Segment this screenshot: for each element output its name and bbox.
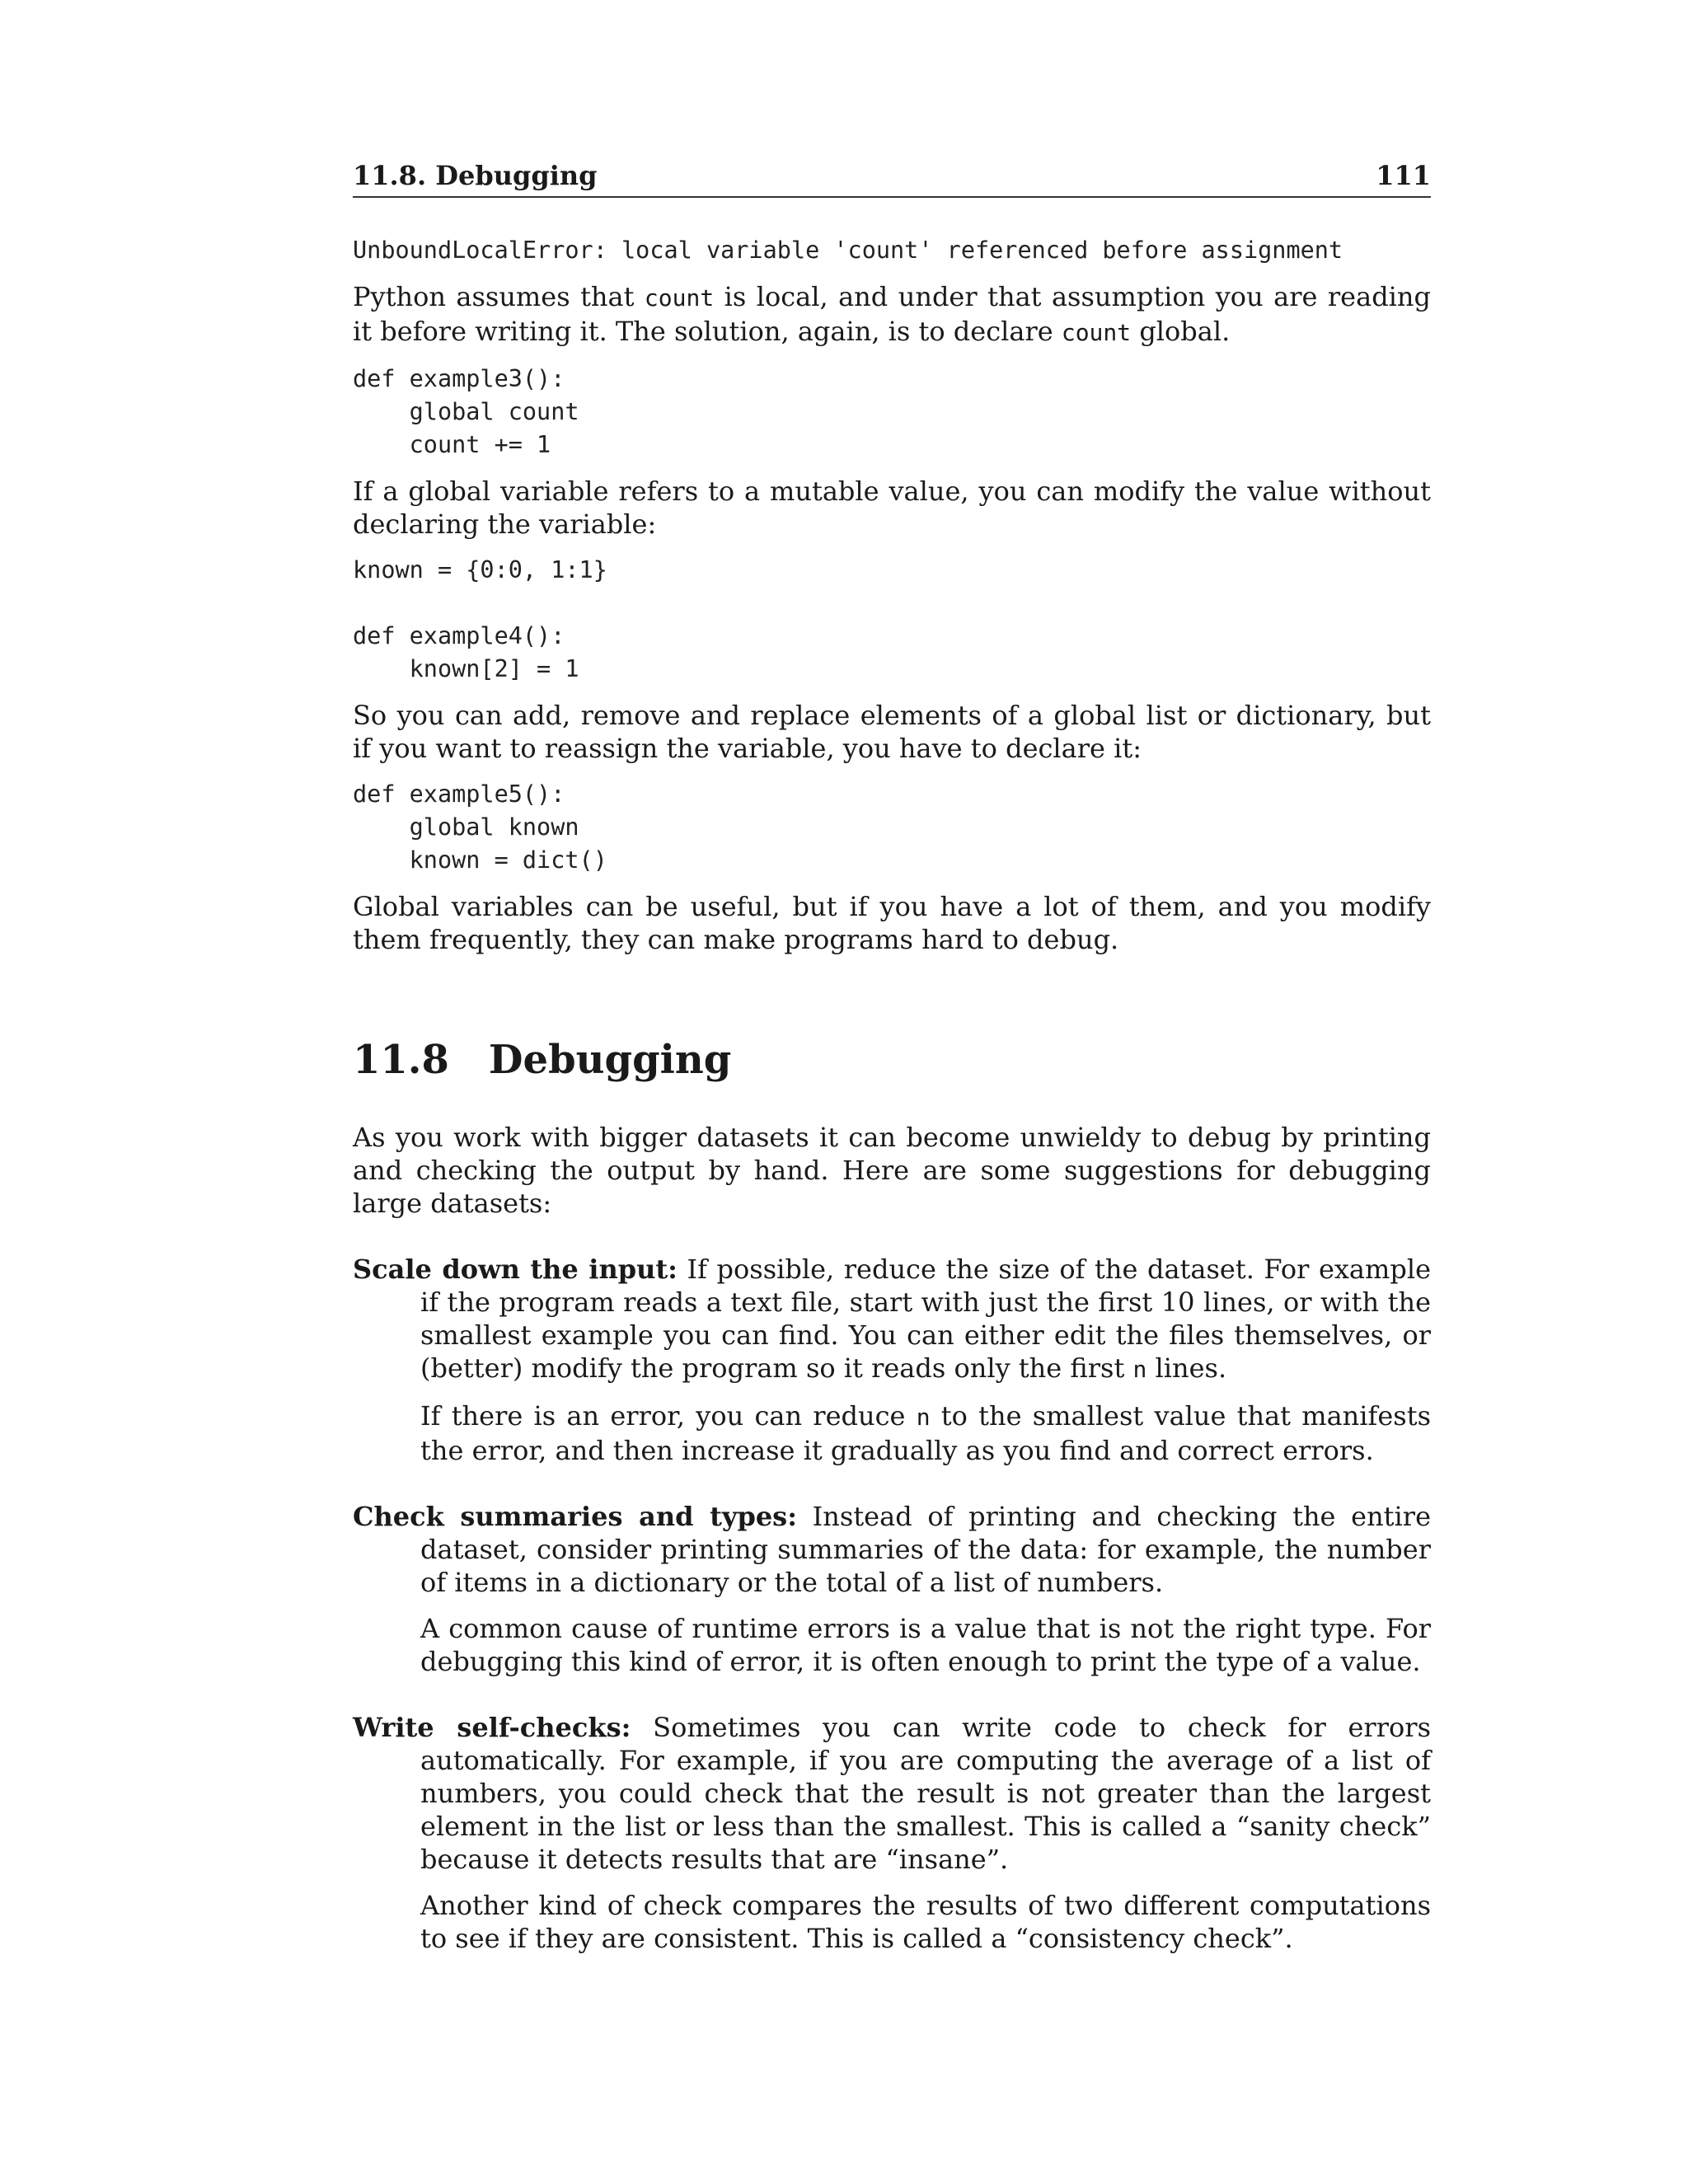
- list-item-term: Scale down the input:: [353, 1254, 678, 1285]
- header-page-number: 111: [1376, 160, 1431, 191]
- paragraph-debugging-intro: As you work with bigger datasets it can become unwieldy to debug by printing and checking the output by hand. Here are some suggestions for debugging large datasets:: [353, 1122, 1431, 1219]
- text-run: Python assumes that: [353, 281, 645, 312]
- inline-code: n: [1132, 1356, 1147, 1383]
- section-number: 11.8: [353, 1037, 449, 1083]
- section-title-text: Debugging: [488, 1037, 732, 1083]
- page-content: [353, 234, 1431, 1955]
- list-item-term: Write self-checks:: [353, 1712, 631, 1743]
- paragraph-mutable-value: If a global variable refers to a mutable value, you can modify the value without declaring the variable:: [353, 476, 1431, 540]
- inline-code: count: [1061, 319, 1132, 346]
- list-item-continuation: [353, 1876, 1431, 1955]
- text-run: Instead of printing and checking the entire dataset, consider printing summaries of the data: for example, the number of items in a dictionary or the total of a list of numbers.: [420, 1501, 1432, 1598]
- list-item-continuation: [353, 1386, 1431, 1467]
- text-run: is local, and under that assumption you are reading it before writing it. The solution, again, is to declare: [353, 281, 1431, 347]
- list-item-paragraph: [420, 1399, 1431, 1467]
- list-item-self-checks: [353, 1711, 1431, 1955]
- code-example3: def example3(): global count count += 1: [353, 365, 579, 458]
- code-error-message: UnboundLocalError: local variable 'count' referenced before assignment: [353, 237, 1343, 264]
- inline-code: n: [916, 1404, 931, 1431]
- list-item-paragraph: A common cause of runtime errors is a value that is not the right type. For debugging this kind of error, it is often enough to print the type of a value.: [420, 1613, 1431, 1677]
- list-item-continuation: [353, 1599, 1431, 1678]
- list-item-text: [353, 1500, 1431, 1599]
- suggestion-list: [353, 1253, 1431, 1955]
- code-example5: def example5(): global known known = dict(): [353, 780, 607, 874]
- code-example4: known = {0:0, 1:1} def example4(): known[2] = 1: [353, 556, 607, 682]
- inline-code: count: [644, 284, 715, 312]
- text-run: lines.: [1146, 1352, 1227, 1384]
- running-header: [353, 162, 1431, 198]
- text-run: If there is an error, you can reduce: [420, 1400, 917, 1432]
- text-run: global.: [1131, 316, 1231, 347]
- list-item-paragraph: Another kind of check compares the results of two different computations to see if they are consistent. This is called a “consistency check”.: [420, 1890, 1431, 1954]
- text-run: Sometimes you can write code to check for errors automatically. For example, if you are computing the average of a list of numbers, you could check that the result is not greater than the largest element in the list or less than the smallest. This is called a “sanity check” because it detects results that are “insane”.: [420, 1712, 1432, 1875]
- paragraph-reassign: So you can add, remove and replace elements of a global list or dictionary, but if you want to reassign the variable, you have to declare it:: [353, 700, 1431, 764]
- list-item-text: [353, 1253, 1431, 1386]
- header-section-title: 11.8. Debugging: [353, 160, 598, 191]
- list-item-check-summaries: [353, 1500, 1431, 1678]
- section-heading: [353, 1035, 1431, 1085]
- text-run: If possible, reduce the size of the dataset. For example if the program reads a text file, start with just the first 10 lines, or with the smallest example you can find. You can either edit the files themselves, or (better) modify the program so it reads only the first: [420, 1254, 1432, 1384]
- list-item-scale-down: [353, 1253, 1431, 1467]
- paragraph-global-variables: Global variables can be useful, but if you have a lot of them, and you modify them frequently, they can make programs hard to debug.: [353, 891, 1431, 955]
- list-item-text: [353, 1711, 1431, 1876]
- list-item-term: Check summaries and types:: [353, 1501, 798, 1532]
- paragraph-local-assumption: [353, 280, 1431, 349]
- text-run: to the smallest value that manifests the error, and then increase it gradually as you find and correct errors.: [420, 1400, 1432, 1466]
